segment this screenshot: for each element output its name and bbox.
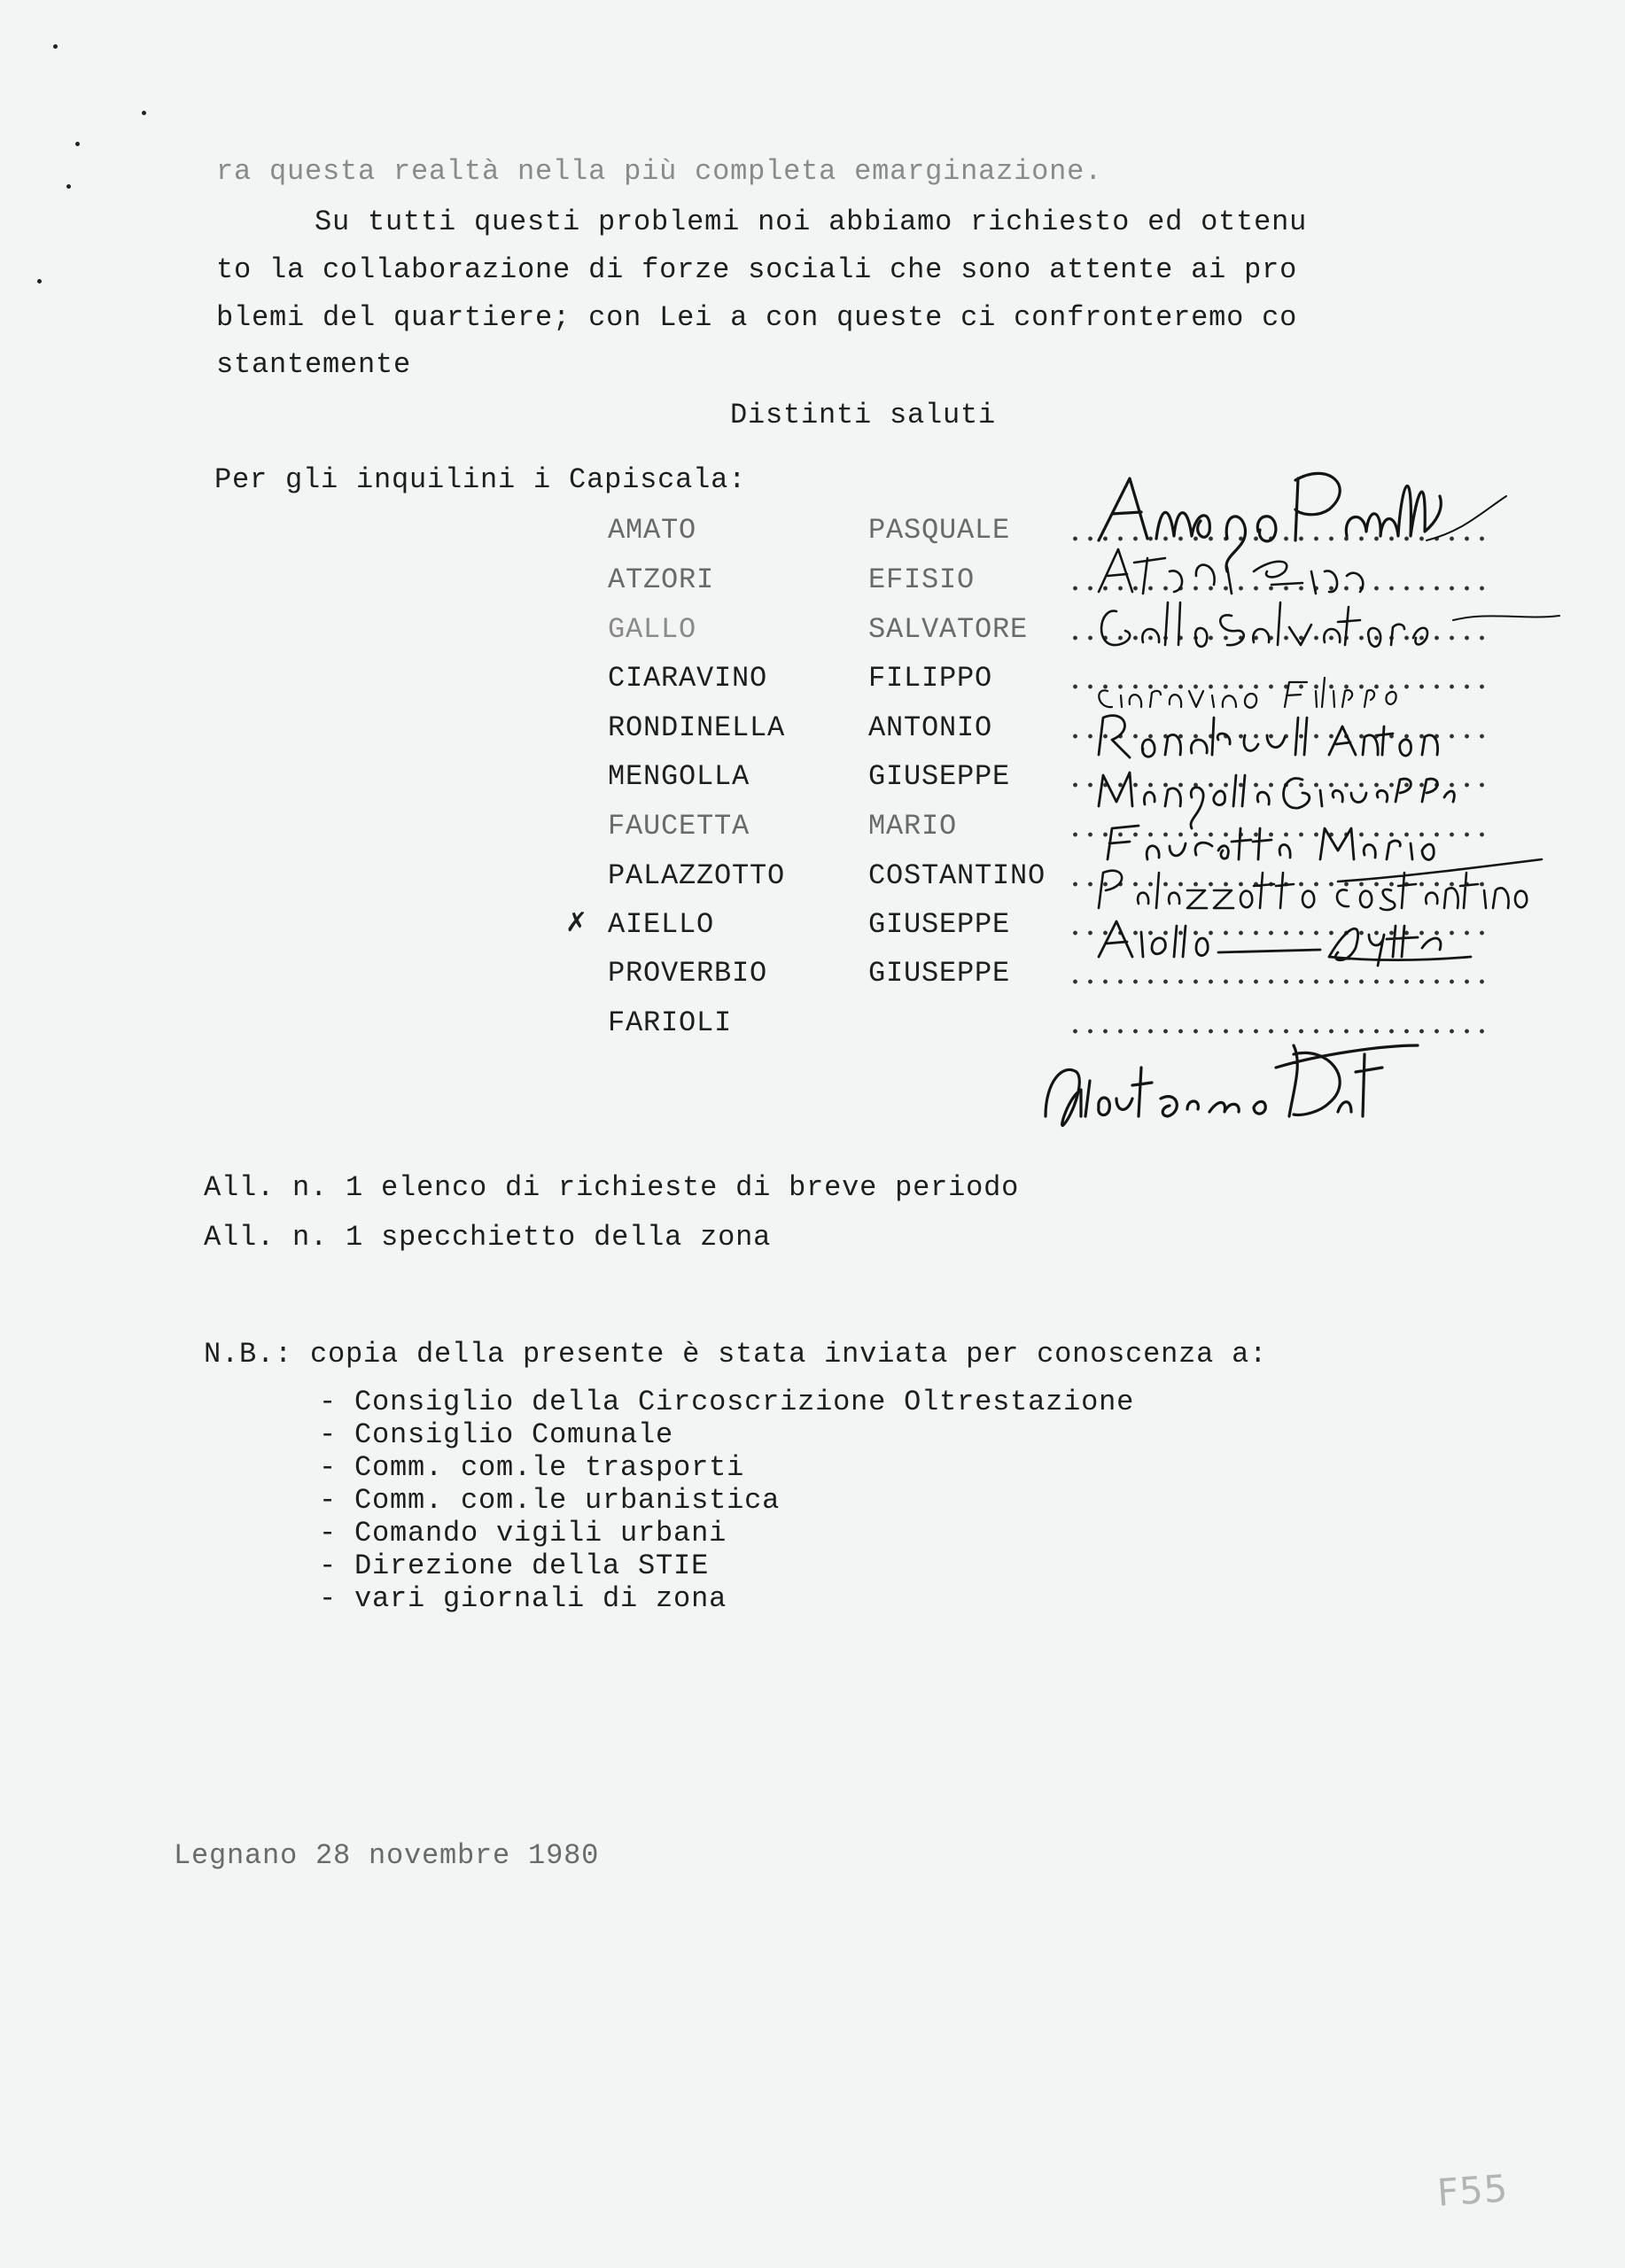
signatory-name: GIUSEPPE xyxy=(868,760,1011,793)
body-line: blemi del quartiere; con Lei a con queste ci confronteremo co xyxy=(216,301,1298,334)
attachment-line: All. n. 1 elenco di richieste di breve periodo xyxy=(204,1171,1020,1204)
body-line: ra questa realtà nella più completa emarginazione. xyxy=(216,155,1103,188)
scan-speck xyxy=(66,184,71,189)
signatory-name: COSTANTINO xyxy=(868,859,1046,892)
scan-speck xyxy=(75,142,80,146)
signatory-surname: CIARAVINO xyxy=(608,662,768,695)
signature-palazzotto xyxy=(1099,859,1542,910)
signatory-surname: ATZORI xyxy=(608,563,715,596)
place-date: Legnano 28 novembre 1980 xyxy=(174,1839,600,1872)
signatory-surname: RONDINELLA xyxy=(608,711,786,744)
scan-speck xyxy=(53,44,58,49)
handwritten-mark: ✗ xyxy=(565,907,588,938)
signatory-surname: GALLO xyxy=(608,613,697,646)
body-line: to la collaborazione di forze sociali che sono attente ai pro xyxy=(216,253,1298,286)
signature-mengolla xyxy=(1099,773,1454,828)
signatory-surname: FAUCETTA xyxy=(608,810,750,843)
signatory-name: GIUSEPPE xyxy=(868,957,1011,990)
signatory-surname: FARIOLI xyxy=(608,1006,733,1039)
signatory-surname: MENGOLLA xyxy=(608,760,750,793)
recipient-item: - Comando vigili urbani xyxy=(319,1517,727,1550)
handwritten-signatures xyxy=(1063,425,1613,1099)
signatory-name: GIUSEPPE xyxy=(868,908,1011,941)
extra-signature xyxy=(1028,1028,1489,1143)
signature-amato xyxy=(1099,473,1441,571)
signature-faucetta xyxy=(1108,826,1434,859)
recipient-item: - vari giornali di zona xyxy=(319,1582,727,1615)
signatory-surname: AMATO xyxy=(608,514,697,547)
recipient-item: - Comm. com.le urbanistica xyxy=(319,1484,781,1517)
signatory-name: PASQUALE xyxy=(868,514,1011,547)
recipient-item: - Direzione della STIE xyxy=(319,1550,710,1582)
signature-ciaravino xyxy=(1099,678,1396,708)
attachment-line: All. n. 1 specchietto della zona xyxy=(204,1221,772,1254)
signatory-surname: PALAZZOTTO xyxy=(608,859,786,892)
nb-heading: N.B.: copia della presente è stata inviata per conoscenza a: xyxy=(204,1338,1268,1371)
signature-montanaro xyxy=(1046,1045,1418,1125)
signature-gallo xyxy=(1101,602,1427,647)
archive-code: F55 xyxy=(1435,2166,1510,2215)
signature-aiello xyxy=(1099,921,1471,966)
recipient-item: - Consiglio della Circoscrizione Oltrestazione xyxy=(319,1386,1135,1418)
scan-speck xyxy=(142,111,146,115)
signatories-intro: Per gli inquilini i Capiscala: xyxy=(214,463,747,496)
scan-speck xyxy=(37,279,42,284)
signatory-surname: PROVERBIO xyxy=(608,957,768,990)
signatory-name: ANTONIO xyxy=(868,711,993,744)
signatory-name: EFISIO xyxy=(868,563,976,596)
signature-rondinella xyxy=(1099,716,1438,757)
signatory-name: SALVATORE xyxy=(868,613,1029,646)
closing-salutation: Distinti saluti xyxy=(730,399,997,431)
signatory-name: MARIO xyxy=(868,810,958,843)
signature-stray-strokes xyxy=(1427,496,1559,620)
signatory-name: FILIPPO xyxy=(868,662,993,695)
recipient-item: - Comm. com.le trasporti xyxy=(319,1451,745,1484)
body-line: Su tutti questi problemi noi abbiamo richiesto ed ottenu xyxy=(315,206,1308,238)
body-line: stantemente xyxy=(216,348,412,381)
recipient-item: - Consiglio Comunale xyxy=(319,1418,674,1451)
signatory-surname: AIELLO xyxy=(608,908,715,941)
